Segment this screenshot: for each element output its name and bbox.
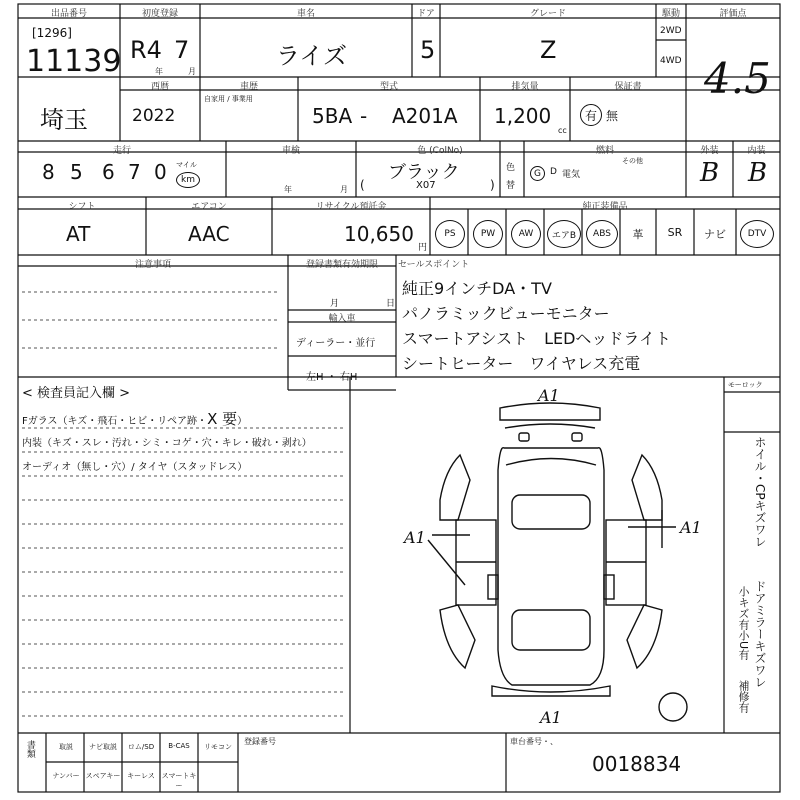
- displacement-header: 排気量: [511, 82, 539, 92]
- inspection-line-1-end: ）: [237, 416, 248, 427]
- grade: Z: [540, 36, 557, 64]
- mileage-digit-2: 5: [70, 160, 83, 184]
- recycle-value: 10,650: [344, 222, 414, 246]
- damage-front: A1: [538, 386, 560, 405]
- side-note-small-u: 小U有: [737, 630, 750, 661]
- year: 2022: [132, 106, 176, 126]
- side-note-repair: 補修有: [737, 680, 750, 713]
- reg-month: 7: [174, 36, 190, 64]
- damage-right: A1: [680, 518, 702, 537]
- equipment-airbag: エアB: [547, 220, 581, 248]
- mileage-digit-1: 8: [42, 160, 55, 184]
- footer-chassis-label: 車台番号・、: [510, 737, 558, 746]
- car-name: ライズ: [276, 42, 348, 70]
- shift-value: AT: [66, 222, 91, 246]
- equipment-dtv: DTV: [740, 220, 774, 248]
- usage-header: 車歴: [239, 82, 258, 92]
- model-dash: -: [360, 104, 368, 128]
- reg-day: 日: [386, 299, 396, 309]
- sales-points-header: セールスポイント: [398, 260, 470, 270]
- inspection-line-1-text: Fガラス（キズ・飛石・ヒビ・リペア跡・: [22, 416, 208, 427]
- shift-header: シフト: [68, 202, 96, 212]
- lot-number: 11139: [26, 44, 122, 79]
- first-reg-header: 初度登録: [141, 9, 178, 19]
- warranty-no: 無: [606, 109, 619, 123]
- color-open: (: [360, 178, 365, 192]
- lot-code: [1296]: [32, 26, 72, 40]
- warranty-header: 保証書: [614, 82, 642, 92]
- region: 埼玉: [40, 106, 88, 134]
- mileage-km: km: [176, 172, 200, 188]
- lot-header: 出品番号: [50, 9, 87, 19]
- color-close: ): [490, 178, 495, 192]
- model-code: A201A: [392, 104, 458, 128]
- aircon-header: エアコン: [191, 202, 227, 212]
- inspection-line-3: オーディオ（無し・穴）/ タイヤ（スタッドレス）: [22, 462, 248, 473]
- doors-header: ドア: [417, 9, 435, 19]
- color-name: ブラック: [388, 162, 460, 183]
- fuel-elec: 電気: [562, 170, 581, 180]
- color-label-bot: 替: [506, 181, 516, 191]
- footer-smart-key: スマートキー: [161, 772, 197, 790]
- shaken-year-unit: 年: [284, 185, 292, 194]
- exterior-grade: B: [700, 158, 720, 188]
- damage-rear: A1: [540, 708, 562, 727]
- inspection-title: < 検査員記入欄 >: [22, 386, 131, 401]
- reg-month-unit: 月: [188, 67, 196, 76]
- footer-spare-key: スペアキー: [85, 772, 121, 780]
- damage-left: A1: [404, 528, 426, 547]
- sales-point-1: 純正9インチDA・TV: [402, 279, 552, 298]
- grade-header: グレード: [529, 9, 566, 19]
- recycle-header: リサイクル預託金: [315, 202, 387, 212]
- equipment-pw: PW: [473, 220, 503, 248]
- shaken-month-unit: 月: [340, 185, 348, 194]
- model-header: 型式: [379, 82, 398, 92]
- model-prefix: 5BA: [312, 104, 353, 128]
- footer-keyless: キーレス: [127, 772, 155, 780]
- reg-era: R4: [130, 36, 162, 64]
- equipment-aw: AW: [511, 220, 541, 248]
- score-header: 評価点: [719, 9, 747, 19]
- reg-month: 月: [330, 299, 340, 309]
- inspection-line-1-mark: X 要: [207, 410, 238, 428]
- drive-header: 駆動: [661, 9, 680, 19]
- inspection-line-1: [22, 408, 247, 429]
- side-note-mirror: ドアミラーキズワレ: [753, 580, 767, 688]
- footer-reg-number: 登録番号: [244, 737, 276, 746]
- color-header: 色 (ColNo): [417, 146, 463, 156]
- drive-2wd: 2WD: [660, 26, 682, 36]
- recycle-unit: 円: [418, 243, 428, 253]
- equipment-ps: PS: [435, 220, 465, 248]
- footer-remote: リモコン: [204, 743, 232, 751]
- fuel-d: D: [550, 167, 557, 177]
- interior-header: 内装: [747, 146, 766, 156]
- color-label-top: 色: [506, 163, 516, 173]
- equipment-abs: ABS: [586, 220, 618, 248]
- fuel-g: G: [530, 166, 545, 181]
- score-value: 4.5: [704, 54, 771, 103]
- footer-rom-sd: ロム/SD: [127, 743, 155, 751]
- reg-year-unit: 年: [155, 67, 163, 76]
- mileage-digit-5: 0: [154, 160, 167, 184]
- displacement-value: 1,200: [494, 104, 552, 128]
- footer-chassis-value: 0018834: [592, 752, 682, 776]
- notes-header: 注意事項: [134, 260, 171, 270]
- footer-docs-label: 書類: [24, 740, 35, 758]
- morokku-header: モーロック: [728, 381, 763, 389]
- sales-point-3: スマートアシスト LEDヘッドライト: [402, 329, 671, 348]
- mileage-header: 走行: [112, 146, 131, 156]
- side-note-wheel: ホイル・CPキズワレ: [753, 436, 767, 548]
- footer-number-plate: ナンバー: [52, 772, 80, 780]
- sales-point-2: パノラミックビューモニター: [402, 304, 610, 323]
- aircon-value: AAC: [188, 222, 230, 246]
- fuel-header: 燃料: [595, 146, 614, 156]
- usage-note: 自家用 / 事業用: [204, 95, 253, 103]
- car-name-header: 車名: [296, 9, 315, 19]
- equipment-navi: ナビ: [704, 228, 726, 241]
- year-header: 西暦: [150, 82, 169, 92]
- color-code: X07: [416, 180, 436, 191]
- sales-point-4: シートヒーター ワイヤレス充電: [402, 354, 641, 373]
- car-diagram: [428, 403, 687, 721]
- warranty-yes: 有: [580, 104, 602, 126]
- footer-navi-manual: ナビ取説: [89, 743, 117, 751]
- equipment-header: 純正装備品: [582, 202, 628, 212]
- mileage-digit-3: 6: [102, 160, 115, 184]
- displacement-unit: cc: [558, 126, 567, 135]
- mileage-digit-4: 7: [128, 160, 141, 184]
- shaken-header: 車検: [281, 146, 300, 156]
- drive-4wd: 4WD: [660, 56, 682, 66]
- equipment-sr: SR: [667, 226, 683, 239]
- reg-deadline-header: 登録書類有効期限: [305, 260, 378, 270]
- hand-drive: 左H ・ 右H: [306, 372, 358, 383]
- dealer-parallel: ディーラー・並行: [296, 338, 376, 349]
- footer-bcas: B-CAS: [168, 742, 190, 750]
- footer-manual: 取説: [59, 743, 73, 751]
- equipment-leather: 革: [632, 228, 644, 241]
- import-header: 輸入車: [328, 314, 356, 324]
- fuel-other: その他: [622, 157, 643, 165]
- side-note-small-scratch: 小キズ有: [737, 586, 750, 630]
- doors: 5: [420, 36, 436, 64]
- exterior-header: 外装: [700, 146, 719, 156]
- interior-grade: B: [748, 158, 768, 188]
- inspection-line-2: 内装（キズ・スレ・汚れ・シミ・コゲ・穴・キレ・破れ・剥れ）: [22, 438, 312, 449]
- mileage-mile: マイル: [176, 161, 197, 169]
